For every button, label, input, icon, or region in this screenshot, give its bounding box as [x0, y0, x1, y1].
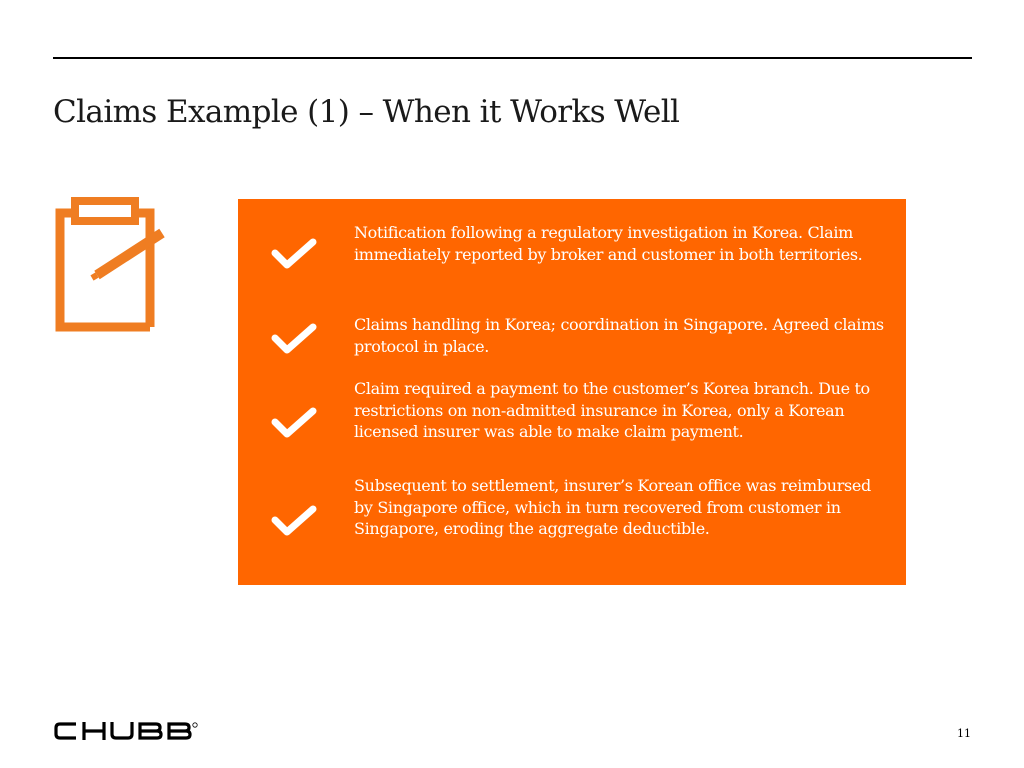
page-number: 11 [957, 727, 971, 740]
list-item: Claims handling in Korea; coordination in Singapore. Agreed claims protocol in place. [354, 315, 884, 356]
chubb-logo [54, 720, 199, 742]
clipboard-pencil-icon [50, 195, 172, 335]
checkmark-icon [270, 503, 318, 539]
list-item: Subsequent to settlement, insurer’s Korean office was reimbursed by Singapore office, which in turn recovered from customer in Singapore, eroding the aggregate deductible. [354, 476, 871, 538]
checkmark-icon [270, 405, 318, 441]
checkmark-icon [270, 236, 318, 272]
page-title: Claims Example (1) – When it Works Well [53, 94, 680, 130]
list-item: Notification following a regulatory investigation in Korea. Claim immediately reported by broker and customer in both territories. [354, 223, 863, 264]
checkmark-icon [270, 321, 318, 357]
list-item: Claim required a payment to the customer’s Korea branch. Due to restrictions on non-admitted insurance in Korea, only a Korean licensed insurer was able to make claim payment. [354, 379, 870, 441]
top-divider [53, 57, 972, 59]
